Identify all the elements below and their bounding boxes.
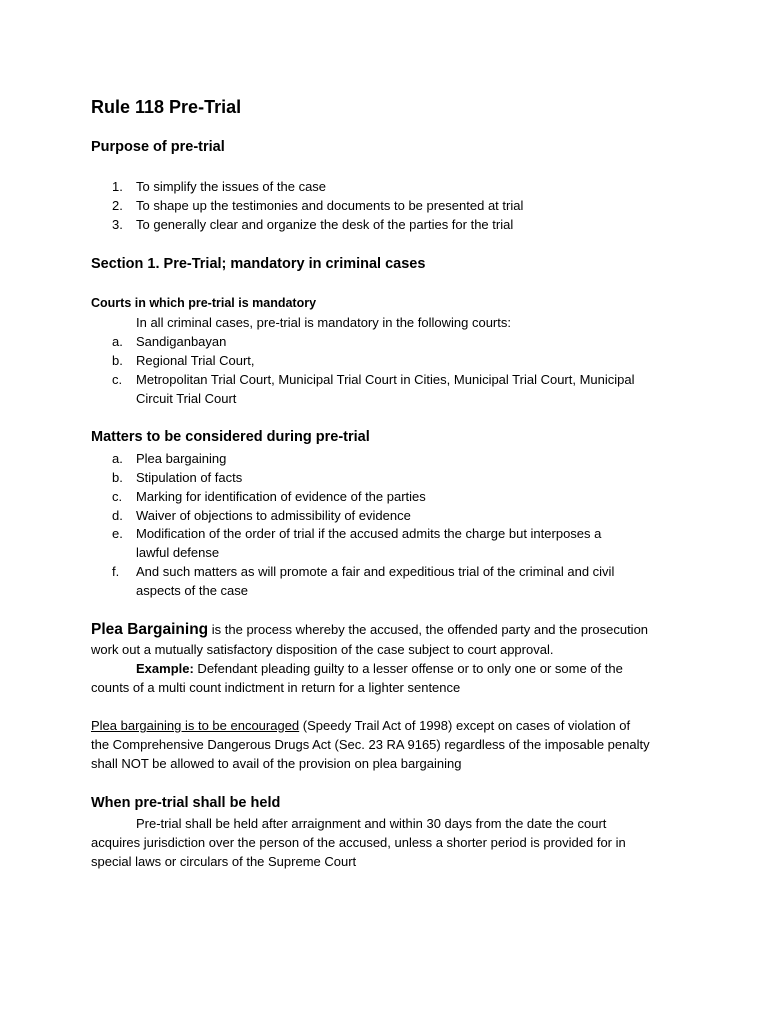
matter-a-marker: a. [112, 451, 123, 466]
matter-d-marker: d. [112, 508, 123, 523]
matter-b: Stipulation of facts [136, 470, 243, 485]
court-a-marker: a. [112, 334, 123, 349]
matter-f-line-1: And such matters as will promote a fair and expeditious trial of the criminal and civil [136, 564, 615, 579]
purpose-item-2-marker: 2. [112, 198, 123, 213]
purpose-item-1-marker: 1. [112, 179, 123, 194]
court-b: Regional Trial Court, [136, 353, 255, 368]
purpose-item-3-marker: 3. [112, 217, 123, 232]
plea-definition-line-2: work out a mutually satisfactory disposition of the case subject to court approval. [91, 642, 554, 657]
matter-c: Marking for identification of evidence of the parties [136, 489, 426, 504]
encouraged-line-2: the Comprehensive Dangerous Drugs Act (Sec. 23 RA 9165) regardless of the imposable penalty [91, 737, 650, 752]
encouraged-text: (Speedy Trail Act of 1998) except on cases of violation of [299, 718, 631, 733]
matter-b-marker: b. [112, 470, 123, 485]
matter-e-line-2: lawful defense [136, 545, 220, 560]
matter-f-marker: f. [112, 564, 120, 579]
court-c-line-2: Circuit Trial Court [136, 391, 237, 406]
when-line-2: acquires jurisdiction over the person of the accused, unless a shorter period is provided for in [91, 835, 626, 850]
section1-heading-text: . Pre-Trial; mandatory in criminal cases [155, 256, 426, 272]
encouraged-underlined: Plea bargaining is to be encouraged [91, 718, 300, 733]
plea-example-line-1 [136, 659, 623, 678]
courts-subheading: Courts in which pre-trial is mandatory [91, 296, 317, 310]
matter-e-marker: e. [112, 526, 123, 541]
matter-a: Plea bargaining [136, 451, 227, 466]
purpose-item-3: To generally clear and organize the desk of the parties for the trial [136, 217, 514, 232]
matter-e-line-1: Modification of the order of trial if the accused admits the charge but interposes a [136, 526, 602, 541]
encouraged-line-3: shall NOT be allowed to avail of the provision on plea bargaining [91, 756, 462, 771]
courts-intro: In all criminal cases, pre-trial is mandatory in the following courts: [136, 315, 511, 330]
purpose-item-1: To simplify the issues of the case [136, 179, 327, 194]
section1-heading [91, 254, 425, 274]
when-heading: When pre-trial shall be held [91, 795, 281, 811]
court-b-marker: b. [112, 353, 123, 368]
court-c-line-1: Metropolitan Trial Court, Municipal Trial Court in Cities, Municipal Trial Court, Municipal [136, 372, 635, 387]
purpose-heading: Purpose of pre-trial [91, 139, 225, 155]
example-text: Defendant pleading guilty to a lesser offense or to only one or some of the [193, 661, 623, 676]
matter-f-line-2: aspects of the case [136, 583, 249, 598]
example-label: Example: [136, 661, 194, 676]
encouraged-line-1 [91, 716, 630, 735]
matter-d: Waiver of objections to admissibility of evidence [136, 508, 411, 523]
plea-example-line-2: counts of a multi count indictment in return for a lighter sentence [91, 680, 461, 695]
plea-definition-text: is the process whereby the accused, the offended party and the prosecution [208, 622, 649, 637]
plea-definition-line-1 [91, 620, 648, 639]
when-line-3: special laws or circulars of the Supreme Court [91, 854, 357, 869]
matter-c-marker: c. [112, 489, 123, 504]
court-a: Sandiganbayan [136, 334, 227, 349]
section1-heading-label: Section 1 [91, 256, 156, 272]
plea-bargaining-term: Plea Bargaining [91, 621, 209, 638]
document-title: Rule 118 Pre-Trial [91, 97, 242, 117]
when-line-1: Pre-trial shall be held after arraignment and within 30 days from the date the court [136, 816, 607, 831]
purpose-item-2: To shape up the testimonies and documents to be presented at trial [136, 198, 524, 213]
court-c-marker: c. [112, 372, 123, 387]
matters-heading: Matters to be considered during pre-trial [91, 429, 370, 445]
